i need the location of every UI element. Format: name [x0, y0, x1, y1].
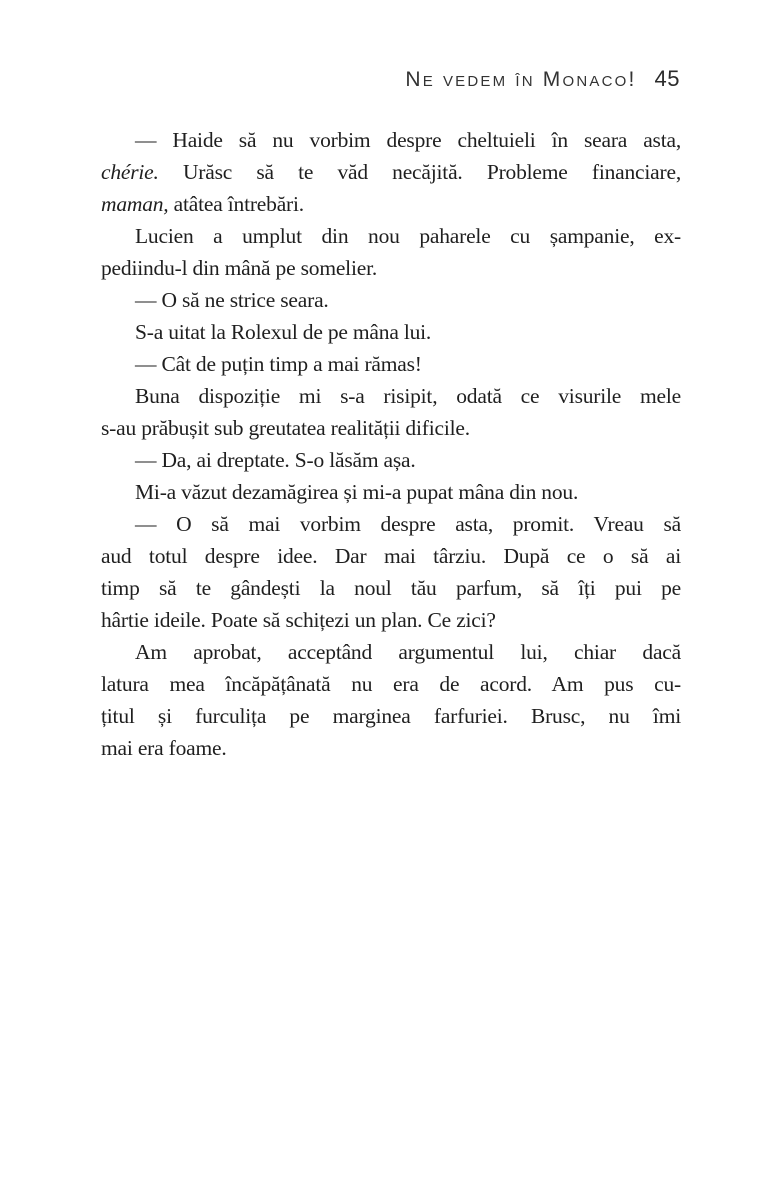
text-segment: latura mea încăpățânată nu era de acord. Am pus cu- — [101, 672, 681, 696]
text-line — [101, 124, 681, 156]
text-line — [101, 220, 681, 252]
text-segment: timp să te gândești la noul tău parfum, să îți pui pe — [101, 576, 681, 600]
text-segment: atâtea întrebări. — [168, 192, 304, 216]
text-segment: hârtie ideile. Poate să schițezi un plan. Ce zici? — [101, 608, 496, 632]
text-segment: țitul și furculița pe marginea farfuriei. Brusc, nu îmi — [101, 704, 681, 728]
text-segment: Lucien a umplut din nou paharele cu șampanie, ex- — [135, 224, 681, 248]
paragraph — [101, 316, 681, 348]
text-line — [101, 700, 681, 732]
text-line — [101, 380, 681, 412]
text-line — [101, 188, 681, 220]
text-segment: — Cât de puțin timp a mai rămas! — [135, 352, 422, 376]
paragraph — [101, 124, 681, 220]
paragraph — [101, 220, 681, 284]
text-line — [101, 508, 681, 540]
paragraph — [101, 508, 681, 636]
text-line — [101, 604, 681, 636]
page-header — [405, 66, 680, 92]
text-line — [101, 412, 681, 444]
text-segment: Am aprobat, acceptând argumentul lui, chiar dacă — [135, 640, 681, 664]
text-line — [101, 252, 681, 284]
text-line — [101, 444, 681, 476]
text-segment: s-au prăbușit sub greutatea realității dificile. — [101, 416, 470, 440]
running-title: Ne vedem în Monaco! — [405, 68, 637, 91]
text-segment: — O să ne strice seara. — [135, 288, 329, 312]
text-line — [101, 540, 681, 572]
text-segment: aud totul despre idee. Dar mai târziu. După ce o să ai — [101, 544, 681, 568]
text-segment: — Da, ai dreptate. S-o lăsăm așa. — [135, 448, 416, 472]
text-line — [101, 348, 681, 380]
text-segment: Urăsc să te văd necăjită. Probleme financiare, — [158, 160, 681, 184]
text-segment: Mi-a văzut dezamăgirea și mi-a pupat mâna din nou. — [135, 480, 579, 504]
text-line — [101, 572, 681, 604]
page-number: 45 — [654, 66, 680, 91]
text-segment: mai era foame. — [101, 736, 227, 760]
paragraph — [101, 348, 681, 380]
text-segment: — Haide să nu vorbim despre cheltuieli în seara asta, — [135, 128, 681, 152]
text-segment: pediindu-l din mână pe somelier. — [101, 256, 378, 280]
text-line — [101, 156, 681, 188]
paragraph — [101, 380, 681, 444]
italic-text-segment: chérie. — [101, 160, 159, 184]
text-line — [101, 476, 681, 508]
page-body — [101, 124, 681, 764]
text-line — [101, 636, 681, 668]
italic-text-segment: maman, — [101, 192, 169, 216]
text-line — [101, 668, 681, 700]
paragraph — [101, 476, 681, 508]
paragraph — [101, 444, 681, 476]
text-line — [101, 732, 681, 764]
text-segment: Buna dispoziție mi s-a risipit, odată ce visurile mele — [135, 384, 681, 408]
paragraph — [101, 636, 681, 764]
text-segment: S-a uitat la Rolexul de pe mâna lui. — [135, 320, 432, 344]
paragraph — [101, 284, 681, 316]
text-line — [101, 284, 681, 316]
text-segment: — O să mai vorbim despre asta, promit. Vreau să — [135, 512, 681, 536]
text-line — [101, 316, 681, 348]
